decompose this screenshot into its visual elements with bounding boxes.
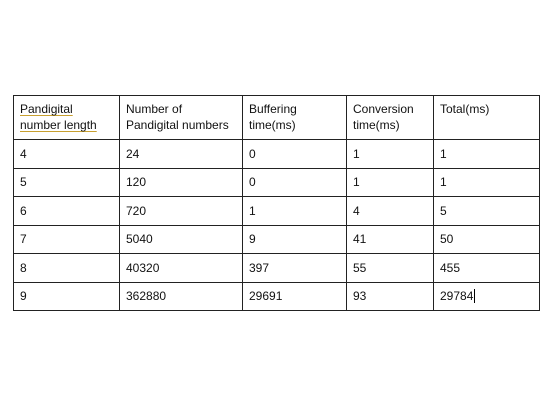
header-line: Pandigital bbox=[20, 102, 73, 116]
table-cell[interactable]: 1 bbox=[243, 197, 347, 226]
table-cell[interactable]: 9 bbox=[14, 282, 120, 311]
table-cell[interactable]: 720 bbox=[120, 197, 243, 226]
table-cell[interactable]: 455 bbox=[434, 254, 540, 283]
header-line: time(ms) bbox=[249, 118, 296, 132]
table-row bbox=[14, 168, 540, 197]
table-cell[interactable]: 1 bbox=[434, 140, 540, 169]
table-cell[interactable]: 0 bbox=[243, 140, 347, 169]
table-row bbox=[14, 282, 540, 311]
table-cell[interactable]: 5 bbox=[434, 197, 540, 226]
table-cell[interactable]: 4 bbox=[14, 140, 120, 169]
table-row bbox=[14, 140, 540, 169]
header-line: Total(ms) bbox=[440, 102, 490, 116]
table-row bbox=[14, 254, 540, 283]
table-cell[interactable]: 6 bbox=[14, 197, 120, 226]
table-cell[interactable]: 50 bbox=[434, 225, 540, 254]
header-row bbox=[14, 96, 540, 140]
table-cell[interactable]: 7 bbox=[14, 225, 120, 254]
table-cell[interactable]: 5 bbox=[14, 168, 120, 197]
table-cell[interactable]: 362880 bbox=[120, 282, 243, 311]
text-cursor bbox=[474, 289, 475, 303]
table-cell[interactable]: 397 bbox=[243, 254, 347, 283]
table-cell[interactable]: 29691 bbox=[243, 282, 347, 311]
header-total[interactable] bbox=[434, 96, 540, 140]
table-cell[interactable]: 8 bbox=[14, 254, 120, 283]
table-row bbox=[14, 225, 540, 254]
table-row bbox=[14, 197, 540, 226]
header-line: Number of bbox=[126, 102, 183, 116]
header-pandigital-count[interactable] bbox=[120, 96, 243, 140]
header-line: time(ms) bbox=[353, 118, 400, 132]
header-line: Pandigital numbers bbox=[126, 118, 229, 132]
table-cell-text: 29784 bbox=[440, 289, 474, 304]
table-cell[interactable]: 24 bbox=[120, 140, 243, 169]
table-cell[interactable]: 4 bbox=[347, 197, 434, 226]
table-cell[interactable]: 40320 bbox=[120, 254, 243, 283]
table-cell[interactable]: 41 bbox=[347, 225, 434, 254]
header-line: Conversion bbox=[353, 102, 414, 116]
table-cell[interactable]: 93 bbox=[347, 282, 434, 311]
table-cell[interactable]: 0 bbox=[243, 168, 347, 197]
header-line: number length bbox=[20, 118, 97, 132]
table-cell[interactable]: 1 bbox=[347, 168, 434, 197]
header-buffering-time[interactable] bbox=[243, 96, 347, 140]
table-cell[interactable]: 120 bbox=[120, 168, 243, 197]
table-cell[interactable]: 9 bbox=[243, 225, 347, 254]
table-cell[interactable]: 1 bbox=[434, 168, 540, 197]
header-conversion-time[interactable] bbox=[347, 96, 434, 140]
table-cell-active[interactable] bbox=[434, 282, 540, 311]
table-cell[interactable]: 55 bbox=[347, 254, 434, 283]
table-cell[interactable]: 1 bbox=[347, 140, 434, 169]
header-pandigital-length[interactable] bbox=[14, 96, 120, 140]
table-cell[interactable]: 5040 bbox=[120, 225, 243, 254]
results-table bbox=[13, 95, 540, 311]
header-line: Buffering bbox=[249, 102, 297, 116]
